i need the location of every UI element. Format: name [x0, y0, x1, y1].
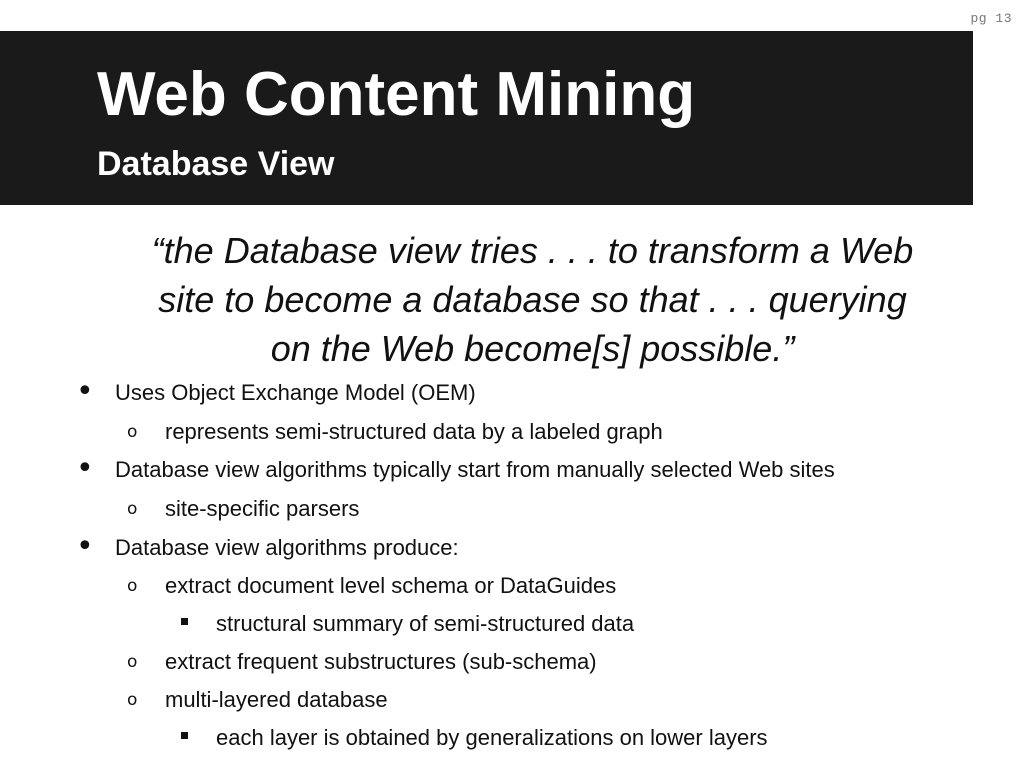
bullet-circle-icon: o [127, 422, 138, 442]
bullet-item: Database view algorithms typically start from manually selected Web sites [115, 457, 835, 482]
sub-sub-bullet-item: each layer is obtained by generalizations on lower layers [216, 725, 768, 750]
bullet-circle-icon: o [127, 576, 138, 596]
quote-line: site to become a database so that . . . querying [158, 279, 907, 320]
sub-bullet-item: multi-layered database [165, 687, 388, 712]
slide-title: Web Content Mining [97, 60, 696, 129]
sub-bullet-item: represents semi-structured data by a labeled graph [165, 419, 663, 444]
sub-sub-bullet-item: structural summary of semi-structured data [216, 611, 635, 636]
bullet-item: Database view algorithms produce: [115, 535, 459, 560]
bullet-item: Uses Object Exchange Model (OEM) [115, 380, 476, 405]
bullet-circle-icon: o [127, 499, 138, 519]
sub-bullet-item: extract frequent substructures (sub-schema) [165, 649, 597, 674]
bullet-circle-icon: o [127, 690, 138, 710]
bullet-circle-icon: o [127, 652, 138, 672]
quote-block [90, 226, 975, 373]
sub-bullet-item: extract document level schema or DataGuides [165, 573, 617, 598]
bullet-square-icon [181, 732, 188, 739]
quote-line: “the Database view tries . . . to transform a Web [151, 230, 914, 271]
page-number: pg 13 [970, 11, 1012, 26]
slide-subtitle: Database View [97, 145, 335, 183]
bullet-dot-icon: • [76, 374, 94, 409]
bullet-square-icon [181, 618, 188, 625]
sub-bullet-item: site-specific parsers [165, 496, 360, 521]
quote-line: on the Web become[s] possible.” [270, 328, 795, 369]
bullet-dot-icon: • [76, 451, 94, 486]
bullet-dot-icon: • [76, 529, 94, 564]
